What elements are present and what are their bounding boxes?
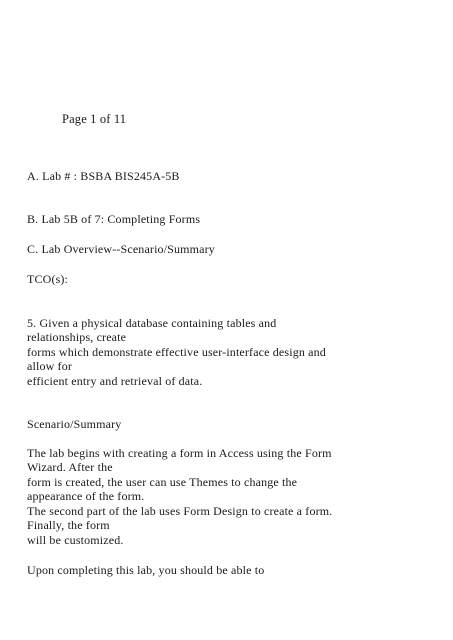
scenario-line: Wizard. After the	[27, 460, 113, 474]
tco-line: relationships, create	[27, 330, 127, 344]
lab-number: A. Lab # : BSBA BIS245A-5B	[27, 169, 180, 183]
scenario-line: The second part of the lab uses Form Design to create a form.	[27, 504, 333, 518]
scenario-line: Finally, the form	[27, 518, 110, 532]
tco-label: TCO(s):	[27, 272, 69, 286]
overview-heading: C. Lab Overview--Scenario/Summary	[27, 242, 215, 256]
tco-line: allow for	[27, 359, 73, 373]
scenario-line: The lab begins with creating a form in Access using the Form	[27, 446, 332, 460]
tco-line: forms which demonstrate effective user-interface design and	[27, 345, 326, 359]
scenario-line: will be customized.	[27, 533, 124, 547]
tco-line: efficient entry and retrieval of data.	[27, 374, 203, 388]
scenario-heading: Scenario/Summary	[27, 417, 122, 431]
page-number: Page 1 of 11	[62, 112, 127, 126]
scenario-line: appearance of the form.	[27, 489, 145, 503]
lab-title: B. Lab 5B of 7: Completing Forms	[27, 212, 201, 226]
closing-line: Upon completing this lab, you should be able to	[27, 563, 265, 577]
scenario-line: form is created, the user can use Themes to change the	[27, 475, 298, 489]
tco-line: 5. Given a physical database containing tables and	[27, 316, 277, 330]
